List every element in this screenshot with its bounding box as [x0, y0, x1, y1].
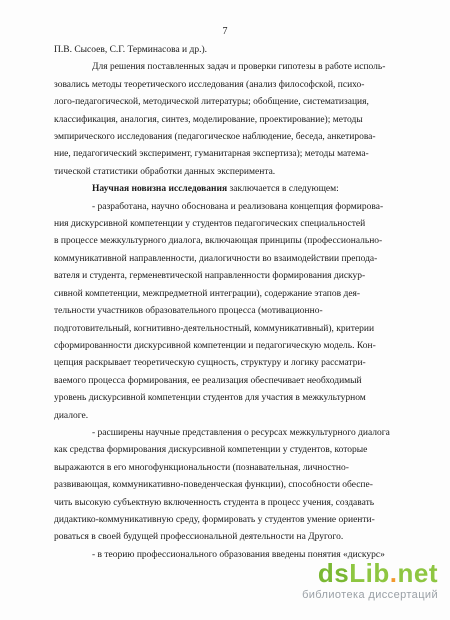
- text-line: уровень дискурсивной компетенции студентов для участия в межкультурном: [54, 393, 366, 404]
- text-line: [54, 181, 396, 198]
- text-line: лого-педагогической, методической литературы; обобщение, систематизация,: [54, 97, 369, 108]
- text-line: Для решения поставленных задач и проверки гипотезы в работе исполь-: [92, 62, 386, 73]
- text-line: тической статистики обработки данных эксперимента.: [54, 166, 276, 177]
- text-line: чить высокую субъектную включенность студента в процесс учения, создавать: [54, 497, 375, 508]
- text-line: - расширены научные представления о ресурсах межкультурного диалога: [92, 427, 390, 438]
- text-line: в процессе межкультурного диалога, включающая принципы (профессионально-: [54, 236, 383, 247]
- text-line: зовались методы теоретического исследования (анализ философской, психо-: [54, 79, 365, 90]
- watermark-logo: dsLib.net: [317, 558, 438, 588]
- text-line: классификация, аналогия, синтез, моделирование, проектирование); методы: [54, 114, 363, 125]
- page-number: 7: [222, 26, 228, 37]
- line-rest: заключается в следующем:: [227, 184, 339, 195]
- text-line: развивающая, коммуникативно-поведенческая функции), способности обеспе-: [54, 480, 373, 491]
- watermark: [278, 558, 438, 610]
- text-line: - разработана, научно обоснована и реализована концепция формирова-: [92, 201, 384, 212]
- bold-heading: Научная новизна исследования: [92, 184, 228, 195]
- watermark-subtitle: библиотека диссертаций: [302, 589, 438, 601]
- text-line: роваться в своей будущей профессиональной деятельности на Другого.: [54, 532, 344, 543]
- text-line: цепция раскрывает теоретическую сущность, структуру и логику рассматри-: [54, 358, 366, 369]
- text-line: П.В. Сысоев, С.Г. Терминасова и др.).: [54, 45, 207, 55]
- text-line: коммуникативной направленности, диалогичности во взаимодействии препода-: [54, 253, 378, 264]
- text-line: - в теорию профессионального образования введены понятия «дискурс»: [92, 549, 385, 560]
- text-line: эмпирического исследования (педагогическое наблюдение, беседа, анкетирова-: [54, 132, 376, 143]
- text-line: тельности участников образовательного процесса (мотивационно-: [54, 306, 323, 317]
- text-line: как средства формирования дискурсивной компетенции у студентов, которые: [54, 445, 368, 456]
- text-line: ние, педагогический эксперимент, гуманитарная экспертиза); методы матема-: [54, 149, 369, 160]
- text-line: выражаются в его многофункциональности (познавательная, личностно-: [54, 462, 349, 473]
- text-line: ния дискурсивной компетенции у студентов педагогических специальностей: [54, 219, 366, 230]
- text-line: сформированности дискурсивной компетенции и педагогическую модель. Кон-: [54, 340, 376, 351]
- text-line: вателя и студента, герменевтической направленности формирования дискур-: [54, 271, 366, 282]
- text-line: сивной компетенции, межпредметной интеграции), содержание этапов дея-: [54, 288, 361, 299]
- body-text: [54, 42, 396, 564]
- text-line: подготовительный, когнитивно-деятельностный, коммуникативный), критерии: [54, 323, 375, 334]
- text-line: ваемого процесса формирования, ее реализация обеспечивает необходимый: [54, 375, 362, 386]
- text-line: диалоге.: [54, 410, 89, 421]
- text-line: дидактико-коммуникативную среду, формировать у студентов умение ориенти-: [54, 514, 375, 525]
